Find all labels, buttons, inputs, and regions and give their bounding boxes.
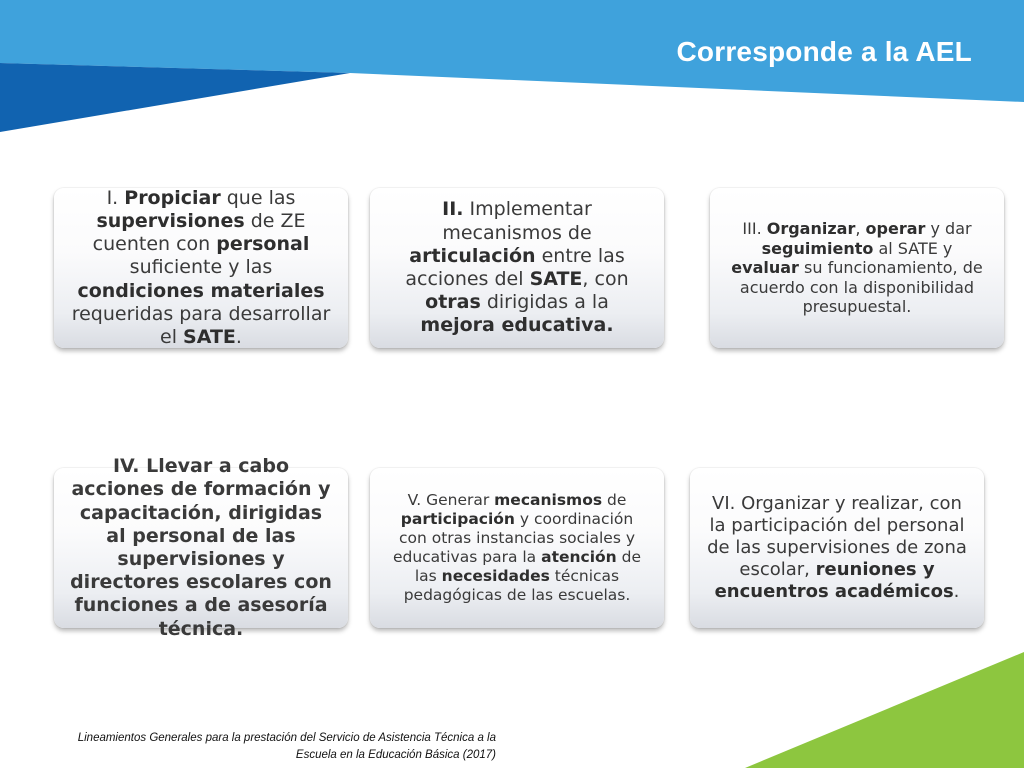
- footnote-line-1: Lineamientos Generales para la prestación del Servicio de Asistencia Técnica a la: [77, 732, 496, 744]
- footnote-line-2: Escuela en la Educación Básica (2017): [295, 749, 496, 762]
- header-dark-blue-wedge: [0, 63, 350, 132]
- card-organizar-operar: [710, 188, 1004, 348]
- card-text: II. Implementar mecanismos de articulación entre las acciones del SATE, con otras dirigidas a la mejora educativa.: [405, 198, 629, 337]
- slide-title: Corresponde a la AEL: [676, 36, 972, 67]
- card-text: V. Generar mecanismos de participación y coordinación con otras instancias sociales y educativas para la atención de las necesidades técnicas pedagógicas de las escuelas.: [392, 491, 642, 604]
- card-generar-mecanismos: [370, 468, 664, 628]
- card-text: IV. Llevar a cabo acciones de formación y capacitación, dirigidas al personal de las supervisiones y directores escolares con funciones a de asesoría técnica.: [70, 455, 332, 640]
- card-organizar-reuniones: [690, 468, 984, 628]
- card-propiciar: [54, 188, 348, 348]
- card-text: I. Propiciar que las supervisiones de ZE cuenten con personal suficiente y las condiciones materiales requeridas para desarrollar el SATE.: [71, 186, 331, 348]
- corner-green-triangle: [745, 652, 1024, 768]
- card-implementar: [370, 188, 664, 348]
- card-text: III. Organizar, operar y dar seguimiento al SATE y evaluar su funcionamiento, de acuerdo con la disponibilidad presupuestal.: [731, 219, 983, 317]
- source-footnote: [16, 730, 496, 765]
- card-llevar-a-cabo: [54, 455, 348, 640]
- card-text: VI. Organizar y realizar, con la participación del personal de las supervisiones de zona escolar, reuniones y encuentros académicos.: [707, 493, 967, 602]
